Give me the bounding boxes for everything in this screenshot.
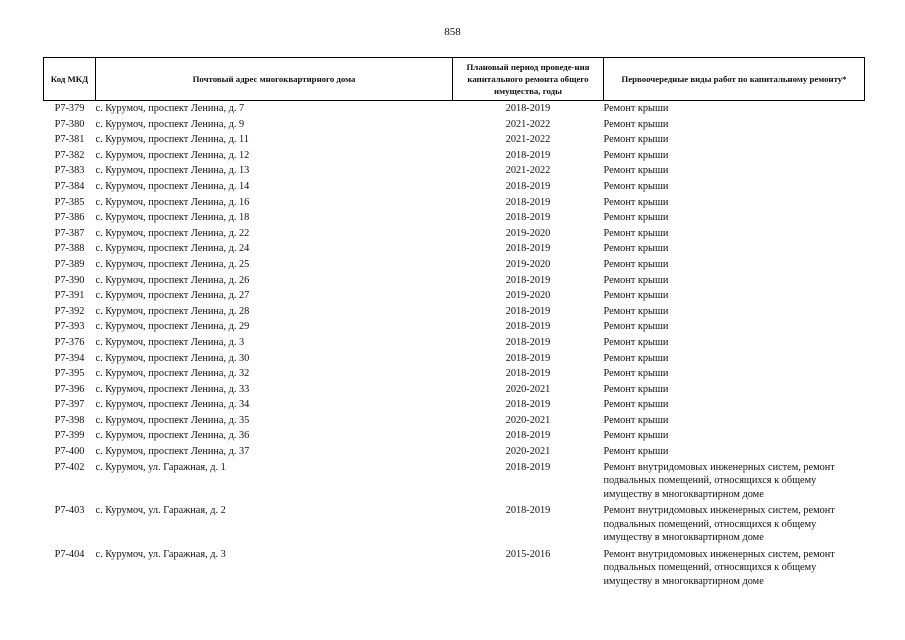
table-row: [44, 503, 865, 547]
cell-period: 2018-2019: [505, 149, 551, 161]
table-row: [44, 304, 865, 320]
table-row: [44, 132, 865, 148]
cell-period: 2018-2019: [505, 461, 551, 473]
cell-period: 2018-2019: [505, 430, 551, 442]
cell-code: Р7-387: [54, 227, 85, 239]
table-row: [44, 163, 865, 179]
page-number: 858: [444, 26, 461, 38]
cell-period: 2021-2022: [505, 134, 551, 146]
cell-code: Р7-403: [54, 505, 85, 517]
cell-works: Ремонт крыши: [603, 103, 669, 114]
cell-code: Р7-400: [54, 446, 85, 458]
cell-period: 2020-2021: [505, 414, 551, 426]
table-row: [44, 101, 865, 117]
cell-address: с. Курумоч, проспект Ленина, д. 35: [95, 414, 250, 426]
cell-period: 2020-2021: [505, 446, 551, 458]
table-row: [44, 241, 865, 257]
cell-works: Ремонт крыши: [603, 118, 669, 130]
cell-period: 2018-2019: [505, 274, 551, 286]
header-period: Плановый период проведе-ния капитального ремонта общего имущества, годы: [453, 58, 604, 101]
cell-address: с. Курумоч, проспект Ленина, д. 36: [95, 430, 250, 442]
cell-code: Р7-395: [54, 368, 85, 380]
cell-code: Р7-392: [54, 305, 85, 317]
cell-works: Ремонт крыши: [603, 243, 669, 255]
table-row: [44, 319, 865, 335]
cell-works: Ремонт внутридомовых инженерных систем, ремонт подвальных помещений, относящихся к общему имуществу в многоквартирном доме: [603, 505, 835, 544]
cell-period: 2018-2019: [505, 352, 551, 364]
cell-works: Ремонт крыши: [603, 368, 669, 380]
cell-code: Р7-386: [54, 212, 85, 224]
header-code: Код МКД: [44, 58, 96, 101]
table-row: [44, 210, 865, 226]
cell-works: Ремонт крыши: [603, 227, 669, 239]
cell-address: с. Курумоч, проспект Ленина, д. 24: [95, 243, 250, 255]
cell-period: 2019-2020: [505, 227, 551, 239]
cell-works: Ремонт внутридомовых инженерных систем, ремонт подвальных помещений, относящихся к общему имуществу в многоквартирном доме: [603, 461, 835, 500]
cell-period: 2015-2016: [505, 548, 551, 560]
cell-address: с. Курумоч, проспект Ленина, д. 37: [95, 446, 250, 458]
cell-address: с. Курумоч, проспект Ленина, д. 25: [95, 258, 250, 270]
cell-address: с. Курумоч, проспект Ленина, д. 13: [95, 165, 250, 177]
cell-works: Ремонт крыши: [603, 290, 669, 302]
cell-code: Р7-382: [54, 149, 85, 161]
cell-works: Ремонт внутридомовых инженерных систем, ремонт подвальных помещений, относящихся к общему имуществу в многоквартирном доме: [603, 548, 835, 587]
table-row: [44, 366, 865, 382]
table-row: [44, 288, 865, 304]
cell-code: Р7-402: [54, 461, 85, 473]
cell-address: с. Курумоч, ул. Гаражная, д. 1: [95, 461, 226, 473]
cell-period: 2021-2022: [505, 165, 551, 177]
cell-address: с. Курумоч, проспект Ленина, д. 28: [95, 305, 250, 317]
cell-address: с. Курумоч, проспект Ленина, д. 27: [95, 290, 250, 302]
cell-code: Р7-385: [54, 196, 85, 208]
cell-address: с. Курумоч, проспект Ленина, д. 34: [95, 399, 250, 411]
cell-address: с. Курумоч, проспект Ленина, д. 12: [95, 149, 250, 161]
capital-repair-table: [43, 57, 865, 590]
cell-works: Ремонт крыши: [603, 321, 669, 333]
table-row: [44, 351, 865, 367]
cell-works: Ремонт крыши: [603, 196, 669, 208]
cell-period: 2018-2019: [505, 103, 551, 114]
cell-works: Ремонт крыши: [603, 430, 669, 442]
cell-address: с. Курумоч, проспект Ленина, д. 11: [95, 134, 249, 146]
cell-works: Ремонт крыши: [603, 383, 669, 395]
cell-period: 2020-2021: [505, 383, 551, 395]
cell-works: Ремонт крыши: [603, 149, 669, 161]
cell-works: Ремонт крыши: [603, 212, 669, 224]
cell-code: Р7-376: [54, 336, 85, 348]
cell-code: Р7-379: [54, 103, 85, 114]
cell-code: Р7-389: [54, 258, 85, 270]
cell-code: Р7-393: [54, 321, 85, 333]
table-row: [44, 148, 865, 164]
cell-code: Р7-394: [54, 352, 85, 364]
cell-works: Ремонт крыши: [603, 134, 669, 146]
header-address: Почтовый адрес многоквартирного дома: [96, 58, 453, 101]
cell-code: Р7-384: [54, 180, 85, 192]
cell-address: с. Курумоч, проспект Ленина, д. 16: [95, 196, 250, 208]
cell-period: 2019-2020: [505, 290, 551, 302]
cell-period: 2021-2022: [505, 118, 551, 130]
cell-code: Р7-404: [54, 548, 85, 560]
cell-period: 2018-2019: [505, 305, 551, 317]
header-works: Первоочередные виды работ по капитальному ремонту*: [604, 58, 865, 101]
table-row: [44, 428, 865, 444]
cell-address: с. Курумоч, проспект Ленина, д. 26: [95, 274, 250, 286]
cell-works: Ремонт крыши: [603, 258, 669, 270]
cell-period: 2018-2019: [505, 505, 551, 517]
cell-works: Ремонт крыши: [603, 336, 669, 348]
cell-address: с. Курумоч, проспект Ленина, д. 33: [95, 383, 250, 395]
table-row: [44, 257, 865, 273]
cell-period: 2018-2019: [505, 368, 551, 380]
cell-code: Р7-380: [54, 118, 85, 130]
cell-works: Ремонт крыши: [603, 165, 669, 177]
table-header-row: [44, 58, 865, 101]
table-row: [44, 273, 865, 289]
cell-address: с. Курумоч, ул. Гаражная, д. 3: [95, 548, 226, 560]
table-row: [44, 195, 865, 211]
cell-address: с. Курумоч, проспект Ленина, д. 18: [95, 212, 250, 224]
cell-code: Р7-399: [54, 430, 85, 442]
cell-works: Ремонт крыши: [603, 352, 669, 364]
cell-address: с. Курумоч, проспект Ленина, д. 3: [95, 336, 245, 348]
table-row: [44, 335, 865, 351]
cell-code: Р7-398: [54, 414, 85, 426]
cell-period: 2018-2019: [505, 180, 551, 192]
cell-period: 2018-2019: [505, 212, 551, 224]
cell-address: с. Курумоч, проспект Ленина, д. 7: [95, 103, 245, 114]
table-row: [44, 179, 865, 195]
cell-period: 2019-2020: [505, 258, 551, 270]
cell-code: Р7-388: [54, 243, 85, 255]
table-body: [44, 101, 865, 591]
cell-works: Ремонт крыши: [603, 399, 669, 411]
cell-code: Р7-390: [54, 274, 85, 286]
cell-address: с. Курумоч, проспект Ленина, д. 22: [95, 227, 250, 239]
cell-period: 2018-2019: [505, 243, 551, 255]
cell-address: с. Курумоч, ул. Гаражная, д. 2: [95, 505, 226, 517]
cell-works: Ремонт крыши: [603, 305, 669, 317]
table-row: [44, 226, 865, 242]
cell-works: Ремонт крыши: [603, 180, 669, 192]
cell-period: 2018-2019: [505, 321, 551, 333]
cell-works: Ремонт крыши: [603, 414, 669, 426]
cell-address: с. Курумоч, проспект Ленина, д. 9: [95, 118, 245, 130]
cell-address: с. Курумоч, проспект Ленина, д. 14: [95, 180, 250, 192]
cell-period: 2018-2019: [505, 196, 551, 208]
cell-address: с. Курумоч, проспект Ленина, д. 29: [95, 321, 250, 333]
cell-code: Р7-396: [54, 383, 85, 395]
cell-code: Р7-381: [54, 134, 85, 146]
table-row: [44, 444, 865, 460]
cell-code: Р7-391: [54, 290, 85, 302]
cell-period: 2018-2019: [505, 399, 551, 411]
table-row: [44, 460, 865, 504]
cell-address: с. Курумоч, проспект Ленина, д. 30: [95, 352, 250, 364]
cell-period: 2018-2019: [505, 336, 551, 348]
cell-code: Р7-397: [54, 399, 85, 411]
table-row: [44, 382, 865, 398]
table-row: [44, 117, 865, 133]
table-row: [44, 413, 865, 429]
table-row: [44, 547, 865, 591]
cell-works: Ремонт крыши: [603, 446, 669, 458]
table-row: [44, 397, 865, 413]
cell-code: Р7-383: [54, 165, 85, 177]
cell-address: с. Курумоч, проспект Ленина, д. 32: [95, 368, 250, 380]
cell-works: Ремонт крыши: [603, 274, 669, 286]
